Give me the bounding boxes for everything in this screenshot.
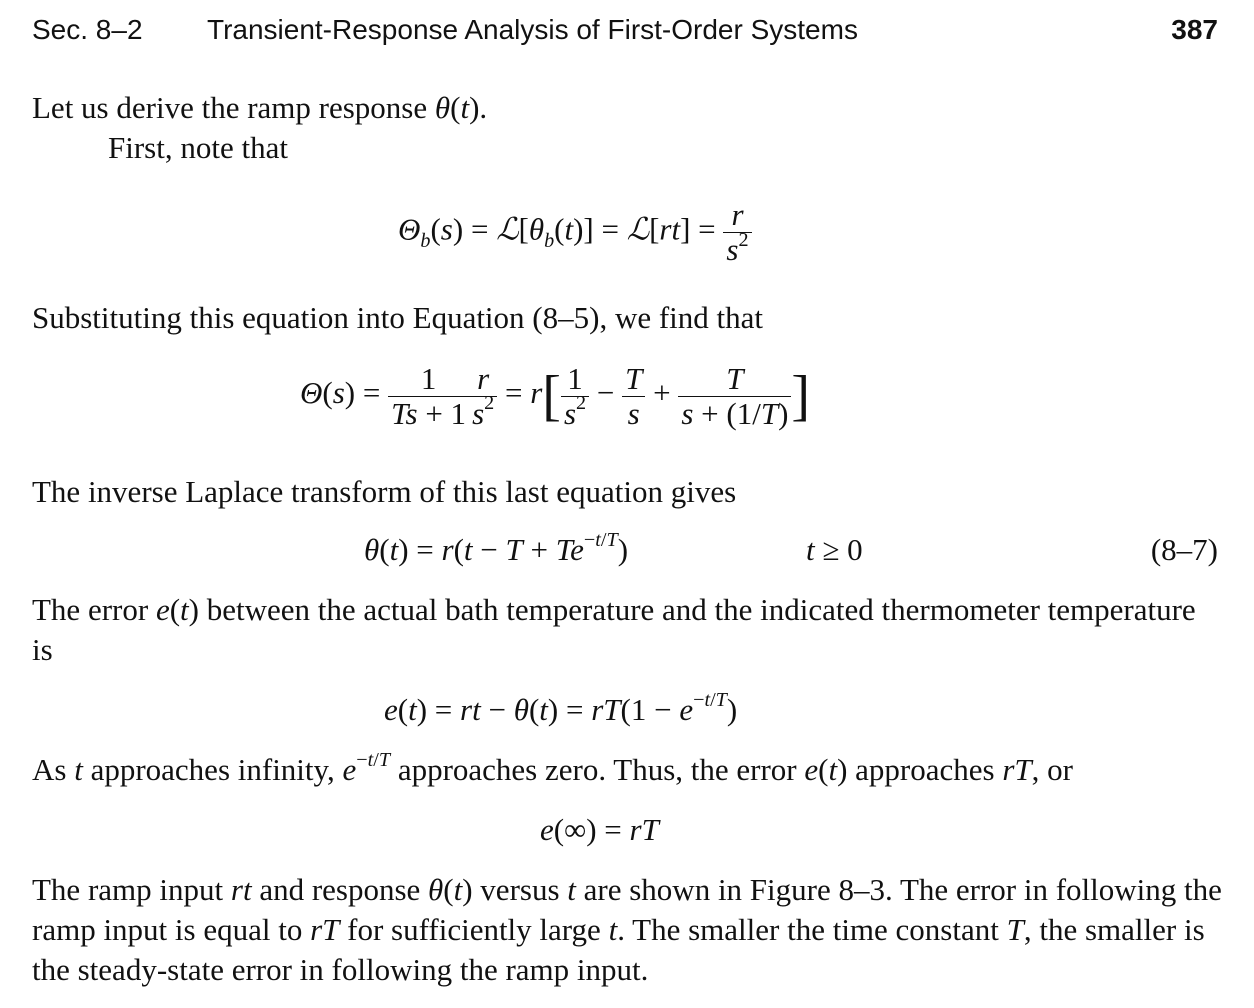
running-header	[32, 8, 1218, 52]
equation-condition: t ≥ 0	[806, 532, 863, 567]
paragraph-intro: Let us derive the ramp response θ(t).	[32, 90, 488, 125]
equation-steady-state-error: e(∞) = rT	[540, 812, 659, 847]
paragraph-substitute: Substituting this equation into Equation (8–5), we find that	[32, 300, 764, 335]
paragraph-error-definition: The error e(t) between the actual bath temperature and the indicated thermometer temperature is	[32, 592, 1196, 667]
equation-ramp-response: $\theta(t) = r(t - T + Te^{-t/T})$	[364, 528, 629, 567]
paragraph-conclusion: The ramp input rt and response θ(t) versus t are shown in Figure 8–3. The error in following the ramp input is equal to rT for sufficiently large t. The smaller the time constant T, the smaller is the steady-state error in following the ramp input.	[32, 872, 1222, 987]
paragraph-note: First, note that	[108, 130, 288, 165]
equation-error: e(t) = rt − $\theta(t) = rT(1 - e^{-t/T})$	[384, 688, 738, 727]
equation-partial-fractions: Θ(s) = $\frac{1}{Ts + 1}$ $\frac{r}{s^2}$ = r[ $\frac{1}{s^2}$ − $\frac{T}{s}$ + $\frac{T}{s + (1/T)}$ ]	[300, 360, 811, 431]
equation-laplace-ramp: $\Theta_b(s)$ = $ℒ[\theta_b(t)]$ = ℒ[rt] = $\frac{r}{s^2}$	[398, 198, 752, 267]
section-label: Sec. 8–2	[32, 14, 143, 45]
paragraph-inverse-laplace: The inverse Laplace transform of this last equation gives	[32, 474, 737, 509]
chapter-title: Transient-Response Analysis of First-Order Systems	[207, 14, 858, 45]
equation-number: (8–7)	[1150, 532, 1218, 567]
paragraph-limit: As t approaches infinity, $e^{-t/T}$ approaches zero. Thus, the error e(t) approaches rT, or	[32, 748, 1073, 787]
page-number: 387	[1171, 14, 1218, 45]
